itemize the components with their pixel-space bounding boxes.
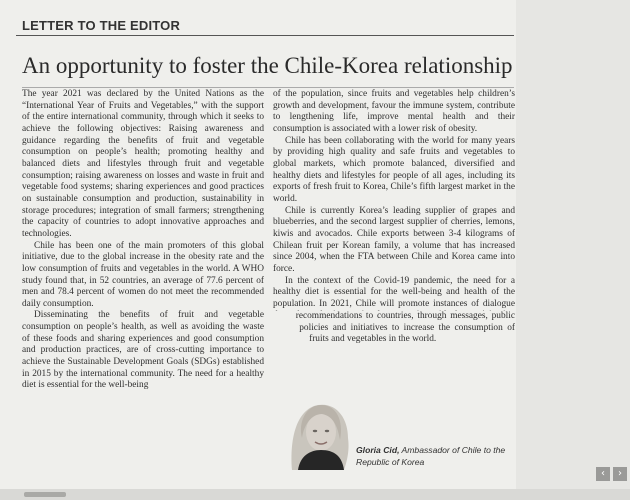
prev-page-button[interactable]: ‹ — [596, 467, 610, 481]
author-name: Gloria Cid, — [356, 445, 400, 455]
paragraph: Disseminating the benefits of fruit and vegetable consumption on people’s health, as well as avoiding the waste of these foods and sharing experiences and good consumption and production practices, are of cross-cutting importance to achieve the Sustainable Development Goals (SDGs) established in 2015 by the international community. The need for a healthy diet is essential for the well-being — [22, 310, 264, 391]
paragraph: Chile has been collaborating with the world for many years by providing high quality and safe fruits and vegetables to global markets, which promote balanced, diversified and healthy diets and lifestyles for people of all ages, including its exports of fresh fruit to Korea, Chile’s fifth largest market in the world. — [273, 135, 515, 204]
paragraph: of the population, since fruits and vegetables help children’s growth and development, favour the immune system, contribute to lengthening life, improve mental health and their consumption is associated with a lower risk of obesity. — [273, 89, 515, 134]
scrollbar-thumb[interactable] — [24, 492, 66, 497]
section-rule — [16, 35, 514, 36]
headline-rule — [22, 87, 514, 88]
author-caption — [356, 445, 516, 468]
portrait-image — [284, 392, 354, 470]
section-label: LETTER TO THE EDITOR — [22, 18, 181, 33]
headline: An opportunity to foster the Chile-Korea relationship — [22, 53, 513, 78]
paragraph: Chile is currently Korea’s leading supplier of grapes and blueberries, and the second largest supplier of cherries, lemons, kiwis and avocados. Chile exports between 3-4 kilograms of Chilean fruit per Korean family, a volume that has increased since 2004, when the FTA between Chile and Korea came into force. — [273, 205, 515, 274]
paragraph: recommendations to countries, through messages, public policies and initiatives to increase the consumption of fruits and vegetables in the world. — [295, 311, 515, 345]
column-right — [273, 89, 515, 311]
author-title: Ambassador of Chile to the Republic of Korea — [356, 445, 506, 467]
author-portrait — [284, 392, 354, 470]
next-page-button[interactable]: › — [613, 467, 627, 481]
horizontal-scrollbar[interactable] — [0, 489, 630, 500]
paragraph: The year 2021 was declared by the United Nations as the “International Year of Fruits and Vegetables,” with the support of the entire international community, through which it seeks to achieve the following objectives: Raising awareness and guidance regarding the benefits of fruit and vegetable consumption on people’s health; promoting healthy and balanced diets and lifestyles through fruit and vegetable consumption; raising awareness on losses and waste in fruit and vegetable food systems; sharing experiences and good practices on sustainable consumption and production, sustainability in storage procedures; integration of small farmers; strengthening the capacity of countries to adopt innovative approaches and technologies. — [22, 89, 264, 239]
viewer-margin — [516, 0, 630, 500]
column-left — [22, 89, 264, 470]
paragraph: Chile has been one of the main promoters of this global initiative, due to the global increase in the obesity rate and the low consumption of fruits and vegetables in the world. A WHO study found that, in 52 countries, an average of 77.6 percent of men and 78.4 percent of women do not meet the recommended daily consumption. — [22, 240, 264, 309]
paragraph: In the context of the Covid-19 pandemic, the need for a healthy diet is essential for the well-being and health of the population. In 2021, Chile will promote instances of dialogue — [273, 275, 515, 309]
